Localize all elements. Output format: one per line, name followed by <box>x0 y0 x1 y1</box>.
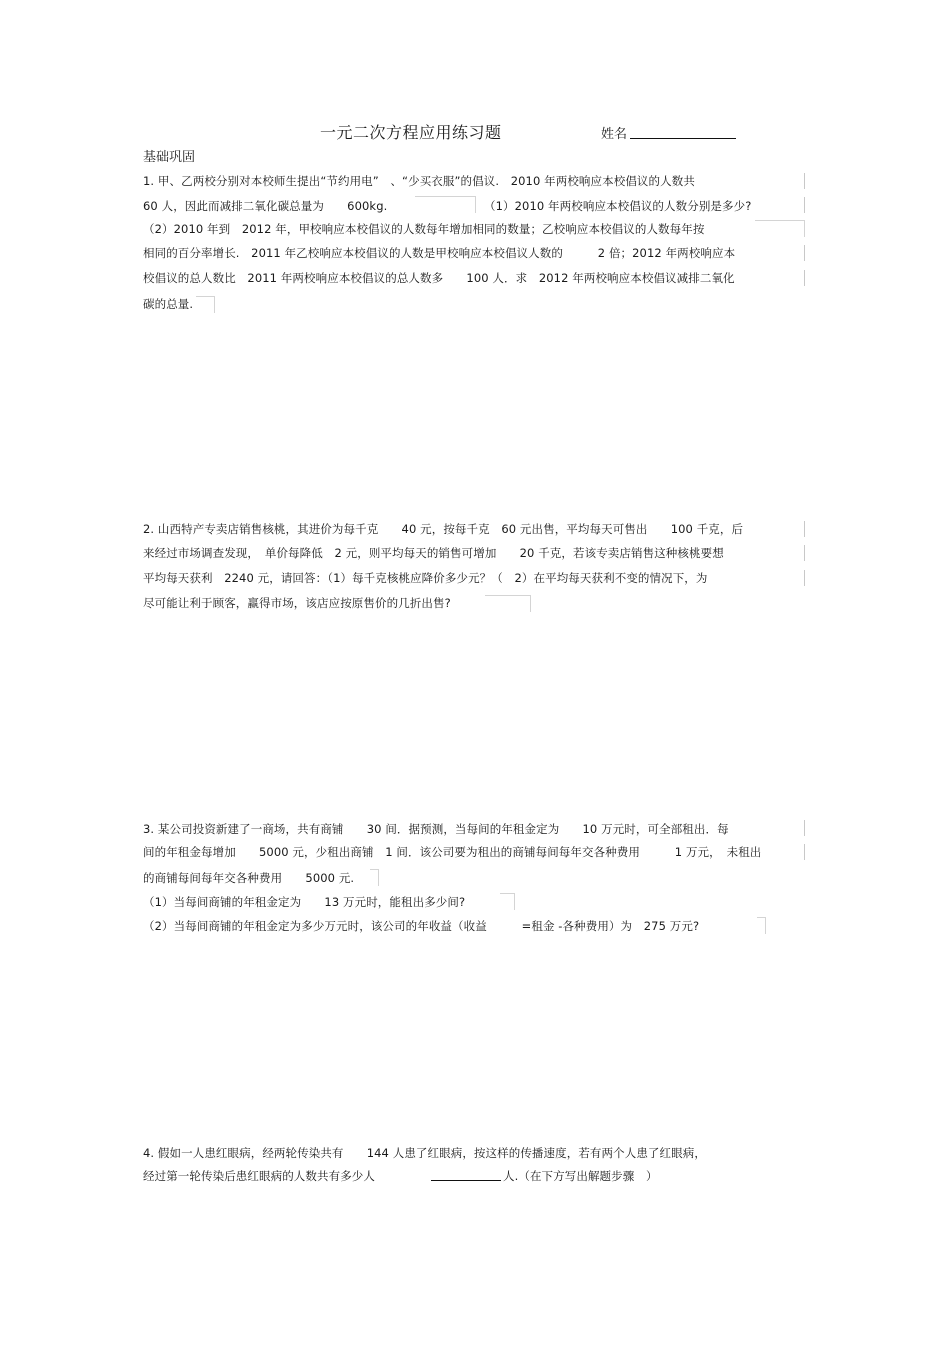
scan-mark <box>804 545 805 561</box>
q2-line-2: 来经过市场调查发现， 单价每降低 2 元，则平均每天的销售可增加 20 千克，若该专卖店销售这种核桃要想 <box>143 546 724 560</box>
scan-mark <box>196 296 215 313</box>
q1-line-6: 碳的总量. <box>143 297 194 311</box>
scan-mark <box>757 917 766 934</box>
q4-line-1: 4. 假如一人患红眼病，经两轮传染共有 144 人患了红眼病，按这样的传播速度，若有两个人患了红眼病， <box>143 1146 706 1160</box>
q4-line-2a: 经过第一轮传染后患红眼病的人数共有多少人 <box>143 1169 399 1183</box>
page-title: 一元二次方程应用练习题 <box>320 123 502 142</box>
q1-line-3: （2）2010 年到 2012 年，甲校响应本校倡议的人数每年增加相同的数量；乙校响应本校倡议的人数每年按 <box>143 222 705 236</box>
scan-mark <box>804 270 805 286</box>
scan-mark <box>804 844 805 860</box>
scan-mark <box>370 869 379 886</box>
q3-line-3: 的商铺每间每年交各种费用 5000 元. <box>143 871 355 885</box>
scan-mark <box>804 570 805 586</box>
scan-mark <box>804 820 805 836</box>
q3-line-2: 间的年租金每增加 5000 元，少租出商铺 1 间．该公司要为租出的商铺每间每年交各种费用 1 万元， 未租出 <box>143 845 762 859</box>
q1-line-2b: （1）2010 年两校响应本校倡议的人数分别是多少? <box>484 199 752 213</box>
answer-blank[interactable] <box>431 1168 501 1181</box>
scan-mark <box>415 196 476 213</box>
scan-mark <box>755 220 805 237</box>
name-field[interactable] <box>630 124 736 139</box>
q2-line-4: 尽可能让利于顾客，赢得市场，该店应按原售价的几折出售? <box>143 596 451 610</box>
scan-mark <box>500 893 515 910</box>
q3-line-5: （2）当每间商铺的年租金定为多少万元时，该公司的年收益（收益 =租金 -各种费用）为 275 万元? <box>143 919 700 933</box>
q2-line-3: 平均每天获利 2240 元，请回答：（1）每千克核桃应降价多少元？（ 2）在平均每天获利不变的情况下，为 <box>143 571 708 585</box>
q2-line-1: 2. 山西特产专卖店销售核桃，其进价为每千克 40 元，按每千克 60 元出售，平均每天可售出 100 千克，后 <box>143 522 744 536</box>
q1-line-1: 1. 甲、乙两校分别对本校师生提出“节约用电” 、“少买衣服”的倡议. 2010 年两校响应本校倡议的人数共 <box>143 174 695 188</box>
name-label: 姓名 <box>601 127 628 142</box>
q3-line-4: （1）当每间商铺的年租金定为 13 万元时，能租出多少间? <box>143 895 466 909</box>
q4-line-2b: 人.（在下方写出解题步骤 ） <box>503 1169 658 1183</box>
scan-mark <box>804 245 805 261</box>
q1-line-5: 校倡议的总人数比 2011 年两校响应本校倡议的总人数多 100 人．求 2012 年两校响应本校倡议减排二氧化 <box>143 271 735 285</box>
q1-line-2a: 60 人，因此而减排二氧化碳总量为 600kg. <box>143 199 388 213</box>
section-heading: 基础巩固 <box>143 150 196 165</box>
scan-mark <box>804 173 805 189</box>
scan-mark <box>485 595 531 612</box>
q3-line-1: 3. 某公司投资新建了一商场，共有商铺 30 间．据预测，当每间的年租金定为 10 万元时，可全部租出．每 <box>143 822 729 836</box>
q1-line-4: 相同的百分率增长. 2011 年乙校响应本校倡议的人数是甲校响应本校倡议人数的 2 倍；2012 年两校响应本 <box>143 246 736 260</box>
scan-mark <box>804 197 805 213</box>
scan-mark <box>804 521 805 537</box>
